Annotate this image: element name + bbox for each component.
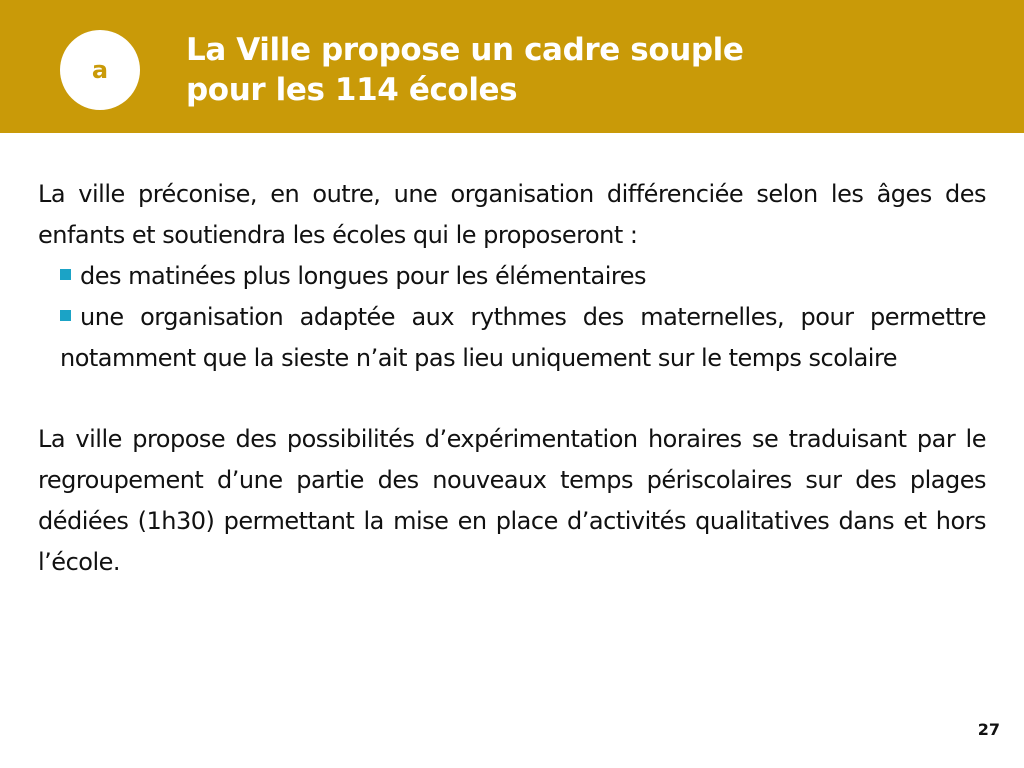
spacer xyxy=(38,379,986,419)
slide-title-line1: La Ville propose un cadre souple xyxy=(186,32,744,68)
square-bullet-icon xyxy=(60,310,71,321)
bullet-item xyxy=(60,256,986,297)
paragraph-1: La ville préconise, en outre, une organisation différenciée selon les âges des enfants et soutiendra les écoles qui le proposeront : xyxy=(38,180,986,249)
square-bullet-icon xyxy=(60,269,71,280)
paragraph-2: La ville propose des possibilités d’expérimentation horaires se traduisant par le regroupement d’une partie des nouveaux temps périscolaires sur des plages dédiées (1h30) permettant la mise en place d’activités qualitatives dans et hors l’école. xyxy=(38,425,986,576)
page-number: 27 xyxy=(977,720,1000,739)
section-badge: a xyxy=(60,30,140,110)
bullet-text: des matinées plus longues pour les élémentaires xyxy=(80,262,646,290)
slide-title-line2: pour les 114 écoles xyxy=(186,72,518,108)
slide-title xyxy=(186,30,986,110)
bullet-list xyxy=(38,256,986,379)
slide-content xyxy=(38,174,986,583)
header-bar xyxy=(0,0,1024,133)
bullet-text: une organisation adaptée aux rythmes des maternelles, pour permettre notamment que la sieste n’ait pas lieu uniquement sur le temps scolaire xyxy=(60,303,986,372)
bullet-item xyxy=(60,297,986,379)
